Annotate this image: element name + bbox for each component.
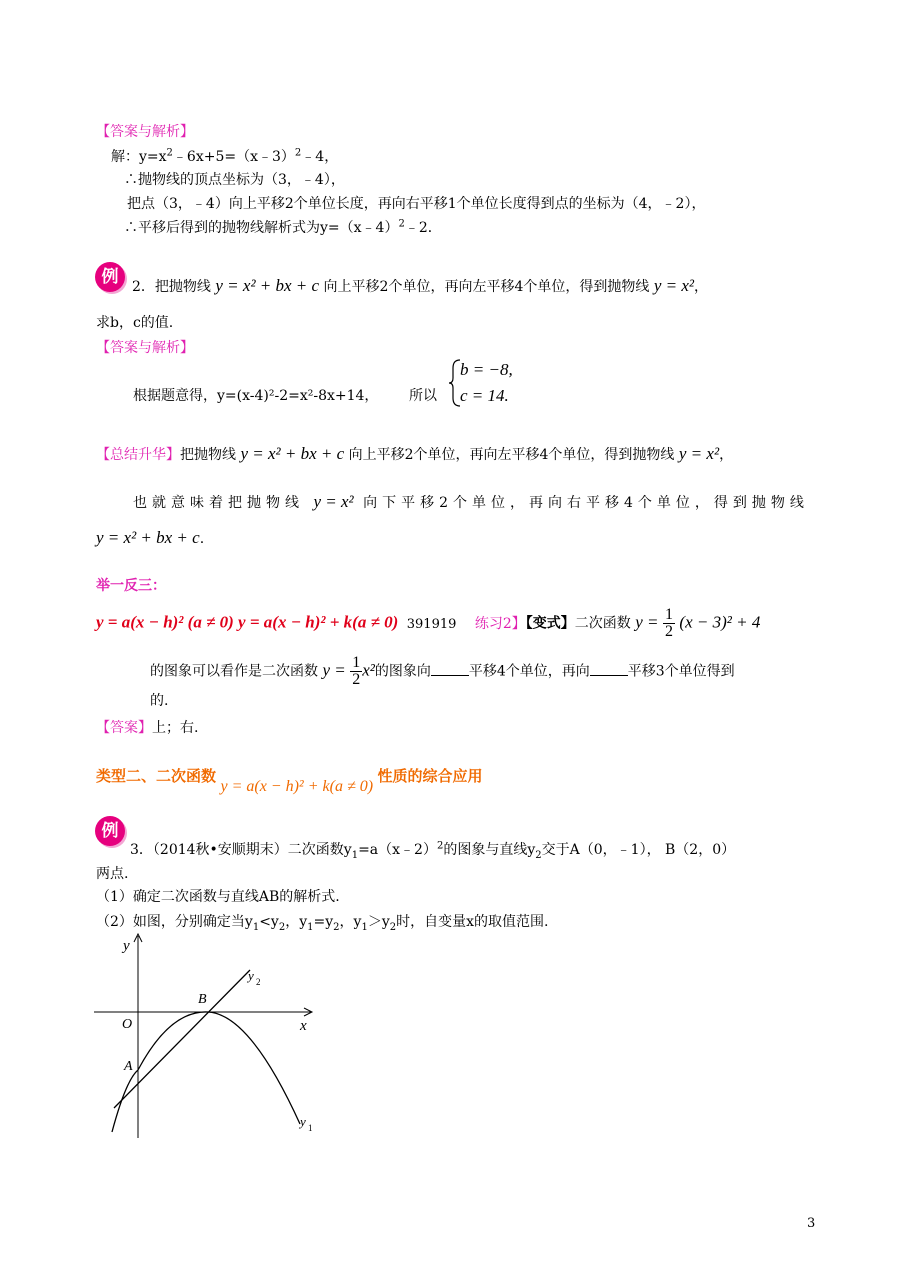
function-graph (90, 930, 330, 1140)
y1-label: y (300, 1114, 306, 1129)
answer-header: 【答案与解析】 (96, 124, 194, 140)
solution-line-4: ∴平移后得到的抛物线解析式为y=（x﹣4）$^2$﹣2． (124, 218, 442, 236)
answer-header-2: 【答案与解析】 (96, 340, 194, 356)
svg-text:2: 2 (256, 977, 261, 987)
blank-2 (590, 663, 628, 676)
question-2: （2）如图，分别确定当$y_1<y_2$，$y_1=y_2$，$y_1>y_2$时，自变量x的取值范围. (96, 914, 549, 933)
system-eq-2: c = 14. (460, 386, 509, 405)
page-number: 3 (807, 1216, 816, 1231)
system-eq-1: b = −8, (460, 360, 513, 379)
x-axis-label: x (300, 1018, 307, 1034)
type2-heading: 类型二、二次函数 y = a(x − h)² + k(a ≠ 0) 性质的综合应用 (96, 767, 483, 795)
example-2-solution: 根据题意得，y=(x-4)²-2=x²-8x+14， (133, 388, 379, 404)
summary-line-2: 也就意味着把抛物线 y = x² 向下平移2个单位，再向右平移4个单位，得到抛物线 (133, 492, 809, 511)
example-2-line-1: 2．把抛物线 y = x² + bx + c 向上平移2个单位，再向左平移4个单位，得到抛物线 y = x²， (132, 276, 708, 295)
practice-line-1: y = a(x − h)² (a ≠ 0) y = a(x − h)² + k(a ≠ 0) 391919 练习2】【变式】二次函数 y = $\frac{1}{2}$ (x − 3)² + 4 (96, 606, 761, 640)
practice-answer: 【答案】上；右. (96, 720, 199, 736)
summary-line-3: y = x² + bx + c. (96, 528, 205, 547)
point-b-label: B (198, 992, 207, 1007)
blank-1 (431, 663, 469, 676)
practice-line-2: 的图象可以看作是二次函数 y = $\frac{1}{2}$ x²的图象向 平移4个单位，再向 平移3个单位得到 (150, 654, 735, 688)
question-1: （1）确定二次函数与直线AB的解析式. (96, 889, 340, 905)
so-label: 所以 (409, 388, 437, 404)
example-2-line-2: 求b，c的值. (96, 315, 174, 331)
practice-line-3: 的. (150, 693, 169, 709)
summary-line-1: 【总结升华】把抛物线 y = x² + bx + c 向上平移2个单位，再向左平移4个单位，得到抛物线 y = x²， (96, 444, 734, 463)
parabola-y1 (112, 1012, 300, 1132)
point-a-label: A (124, 1059, 133, 1074)
practice-title: 举一反三： (96, 578, 166, 594)
svg-text:1: 1 (308, 1123, 313, 1133)
example-3-line-1: 3．（2014秋•安顺期末）二次函数$y_1=a(x﹣2)^2$的图象与直线$y_2$交于A（0，﹣1）， B（2，0） (130, 840, 736, 861)
y2-label: y (248, 968, 254, 983)
solution-line-1: 解：$y=x^2﹣6x+5=(x﹣3)^2﹣4$， (111, 147, 339, 165)
y-axis-label: y (123, 938, 130, 954)
line-y2 (114, 970, 250, 1108)
solution-line-3: 把点（3，﹣4）向上平移2个单位长度，再向右平移1个单位长度得到点的坐标为（4，﹣2）， (127, 196, 706, 212)
example-badge: 例 (95, 262, 125, 292)
origin-label: O (122, 1017, 133, 1032)
example-badge-3: 例 (95, 816, 125, 846)
example-3-line-2: 两点. (96, 866, 129, 882)
solution-line-2: ∴抛物线的顶点坐标为（3，﹣4）， (124, 172, 345, 188)
